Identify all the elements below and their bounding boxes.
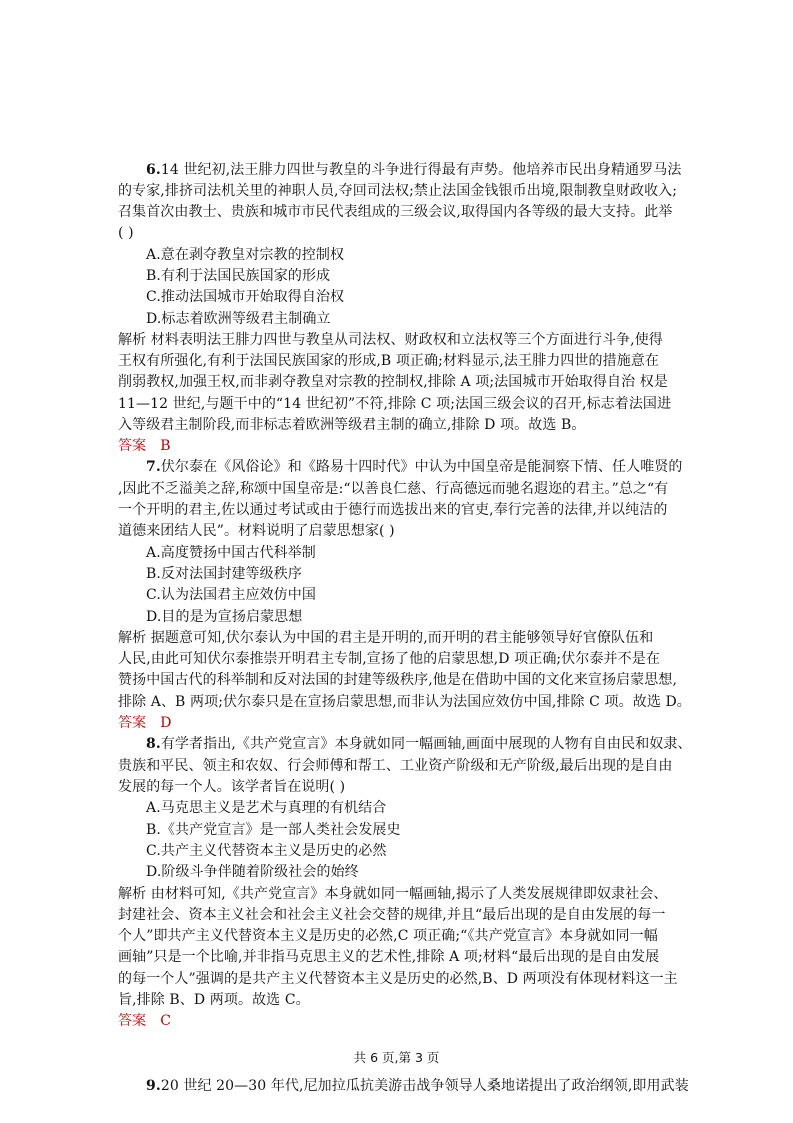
q8-analysis-2: 封建社会、资本主义社会和社会主义社会交替的规律,并且“最后出现的是自由发展的每一 [118, 907, 666, 923]
q7-option-a: A.高度赞扬中国古代科举制 [146, 545, 316, 561]
q6-option-c: C.推动法国城市开始取得自治权 [146, 289, 345, 305]
q7-number: 7. [146, 459, 161, 475]
answer-value: D [160, 715, 172, 731]
answer-label: 答案 [118, 1013, 147, 1029]
page-footer: 共 6 页,第 3 页 [353, 1050, 440, 1065]
q6-analysis-1: 解析 材料表明法王腓力四世与教皇从司法权、财政权和立法权等三个方面进行斗争,使得 [118, 332, 663, 348]
q8-analysis-4: 画轴”只是一个比喻,并非指马克思主义的艺术性,排除 A 项;材料“最后出现的是自由发展 [118, 949, 660, 965]
q6-line-2: 的专家,排挤司法机关里的神职人员,夺回司法权;禁止法国金钱银币出境,限制教皇财政收入; [118, 183, 678, 199]
q6-analysis-2: 王权有所强化,有利于法国民族国家的形成,B 项正确;材料显示,法王腓力四世的措施意在 [118, 353, 660, 369]
q8-option-c: C.共产主义代替资本主义是历史的必然 [146, 843, 387, 859]
q7-analysis-2: 人民,由此可知伏尔泰推崇开明君主专制,宣扬了他的启蒙思想,D 项正确;伏尔泰并不是在 [118, 651, 660, 667]
q8-option-d: D.阶级斗争伴随着阶级社会的始终 [146, 864, 359, 880]
q6-answer [118, 436, 678, 457]
q8-answer [118, 1011, 678, 1032]
answer-label: 答案 [118, 438, 147, 454]
q7-analysis-3: 赞扬中国古代的科举制和反对法国的封建等级秩序,他是在借助中国的文化来宣扬启蒙思想, [118, 672, 677, 688]
q8-analysis-5: 的每一个人”强调的是共产主义代替资本主义是历史的必然,B、D 两项没有体现材料这一主 [118, 971, 678, 987]
answer-value: B [160, 438, 171, 454]
q6-option-a: A.意在剥夺教皇对宗教的控制权 [146, 247, 345, 263]
q7-answer [118, 713, 678, 734]
q6-analysis-4: 11—12 世纪,与题干中的“14 世纪初”不符,排除 C 项;法国三级会议的召开,标志着法国进 [118, 396, 672, 412]
q8-analysis-3: 个人”即共产主义代替资本主义是历史的必然,C 项正确;“《共产党宣言》本身就如同一幅 [118, 928, 658, 944]
q7-analysis-4: 排除 A、B 两项;伏尔泰只是在宣扬启蒙思想,而非认为法国应效仿中国,排除 C 项。故选 D。 [118, 694, 691, 710]
q8-number: 8. [146, 736, 161, 752]
q7-analysis-1: 解析 据题意可知,伏尔泰认为中国的君主是开明的,而开明的君主能够领导好官僚队伍和 [118, 630, 654, 646]
answer-label: 答案 [118, 715, 147, 731]
q7-option-b: B.反对法国封建等级秩序 [146, 566, 302, 582]
q7-line-1: 7.伏尔泰在《风俗论》和《路易十四时代》中认为中国皇帝是能洞察下情、任人唯贤的 [146, 459, 683, 475]
q8-line-3: 发展的每一个人。该学者旨在说明( ) [118, 779, 346, 795]
q8-line-1: 8.有学者指出,《共产党宣言》本身就如同一幅画轴,画面中展现的人物有自由民和奴隶、 [146, 736, 692, 752]
q7-option-d: D.目的是为宣扬启蒙思想 [146, 609, 303, 625]
answer-value: C [160, 1013, 172, 1029]
q6-line-1: 6.14 世纪初,法王腓力四世与教皇的斗争进行得最有声势。他培养市民出身精通罗马法 [146, 162, 682, 178]
q8-line-2: 贵族和平民、领主和农奴、行会师傅和帮工、工业资产阶级和无产阶级,最后出现的是自由 [118, 758, 673, 774]
q8-option-b: B.《共产党宣言》是一部人类社会发展史 [146, 822, 401, 838]
q9-line-1: 9.20 世纪 20—30 年代,尼加拉瓜抗美游击战争领导人桑地诺提出了政治纲领,即用武装 [146, 1078, 689, 1094]
q7-option-c: C.认为法国君主应效仿中国 [146, 587, 316, 603]
q6-line-4: ( ) [118, 225, 134, 241]
q8-analysis-6: 旨,排除 B、D 两项。故选 C。 [118, 992, 310, 1008]
q7-line-3: 一个开明的君主,佐以通过考试或由于德行而选拔出来的官吏,奉行完善的法律,并以纯洁的 [118, 502, 668, 518]
q7-line-4: 道德来团结人民”。材料说明了启蒙思想家( ) [118, 523, 395, 539]
q6-number: 6. [146, 162, 161, 178]
q7-line-2: ,因此不乏溢美之辞,称颂中国皇帝是:“以善良仁慈、行高德远而驰名遐迩的君主。”总之“有 [118, 481, 669, 497]
q6-option-d: D.标志着欧洲等级君主制确立 [146, 311, 331, 327]
q6-option-b: B.有利于法国民族国家的形成 [146, 268, 331, 284]
q8-option-a: A.马克思主义是艺术与真理的有机结合 [146, 800, 387, 816]
q6-analysis-5: 入等级君主制阶段,而非标志着欧洲等级君主制的确立,排除 D 项。故选 B。 [118, 417, 586, 433]
q6-line-3: 召集首次由教士、贵族和城市市民代表组成的三级会议,取得国内各等级的最大支持。此举 [118, 204, 673, 220]
q8-analysis-1: 解析 由材料可知,《共产党宣言》本身就如同一幅画轴,揭示了人类发展规律即奴隶社会、 [118, 886, 668, 902]
q6-analysis-3: 削弱教权,加强王权,而非剥夺教皇对宗教的控制权,排除 A 项;法国城市开始取得自治 权是 [118, 374, 668, 390]
q9-number: 9. [146, 1078, 161, 1094]
